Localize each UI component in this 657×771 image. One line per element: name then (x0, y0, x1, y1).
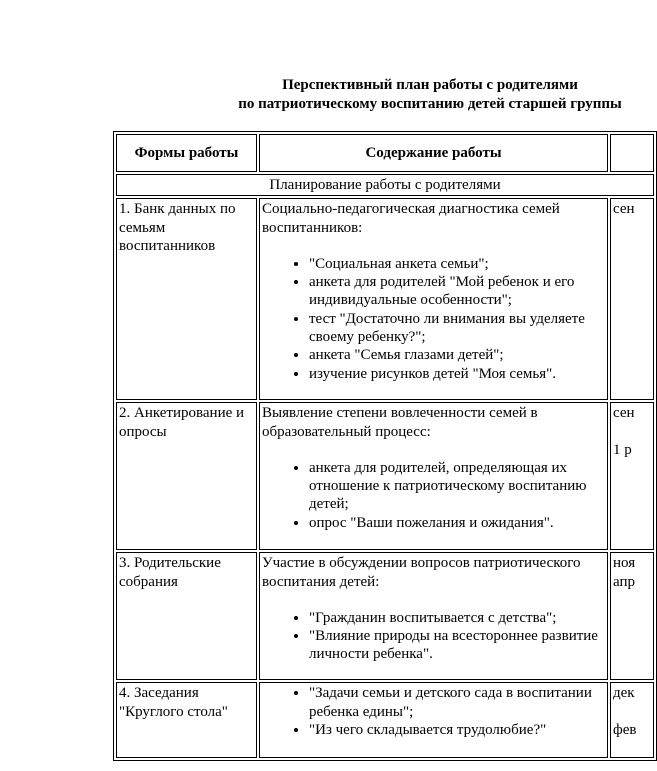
list-item: • анкета "Семья глазами детей"; (309, 346, 605, 364)
content-intro: Участие в обсуждении вопросов патриотического воспитания детей: (262, 555, 581, 590)
section-row (116, 174, 654, 196)
time-text: сен (613, 405, 635, 422)
header-time (610, 134, 654, 172)
form-cell: 1. Банк данных по семьям воспитанников (116, 198, 257, 400)
table-row (116, 682, 654, 758)
header-row (116, 134, 654, 172)
section-title: Планирование работы с родителями (116, 174, 654, 196)
table-row (116, 552, 654, 680)
time-text: ноя (613, 555, 636, 572)
time-text: сен (613, 201, 635, 218)
title-line-1: Перспективный план работы с родителями (282, 77, 578, 93)
time-text: 1 р (613, 441, 632, 458)
content-cell (259, 552, 608, 680)
list-item: • "Социальная анкета семьи"; (309, 255, 605, 273)
plan-table (113, 131, 657, 761)
time-cell (610, 682, 654, 758)
header-forms: Формы работы (116, 134, 257, 172)
content-cell (259, 682, 608, 758)
table-row (116, 198, 654, 400)
document-title (210, 76, 650, 114)
content-intro: Социально-педагогическая диагностика семей воспитанников: (262, 201, 560, 236)
time-text: дек (613, 685, 635, 702)
list-item: • "Задачи семьи и детского сада в воспитании ребенка едины"; (309, 684, 605, 721)
content-list (262, 609, 605, 664)
content-intro: Выявление степени вовлеченности семей в образовательный процесс: (262, 405, 538, 440)
time-cell (610, 198, 654, 400)
time-cell (610, 552, 654, 680)
content-cell (259, 402, 608, 550)
list-item: • "Гражданин воспитывается с детства"; (309, 609, 605, 627)
time-text: фев (613, 721, 637, 738)
content-list (262, 459, 605, 532)
list-item: • "Влияние природы на всестороннее развитие личности ребенка". (309, 627, 605, 664)
time-cell (610, 402, 654, 550)
list-item: • опрос "Ваши пожелания и ожидания". (309, 514, 605, 532)
content-cell (259, 198, 608, 400)
list-item: • изучение рисунков детей "Моя семья". (309, 365, 605, 383)
content-list (262, 255, 605, 383)
header-content: Содержание работы (259, 134, 608, 172)
form-cell: 4. Заседания "Круглого стола" (116, 682, 257, 758)
content-list (262, 684, 605, 739)
list-item: • тест "Достаточно ли внимания вы уделяете своему ребенку?"; (309, 310, 605, 347)
list-item: • анкета для родителей, определяющая их отношение к патриотическому воспитанию детей; (309, 459, 605, 514)
list-item: • анкета для родителей "Мой ребенок и его индивидуальные особенности"; (309, 273, 605, 310)
form-cell: 2. Анкетирование и опросы (116, 402, 257, 550)
table-row (116, 402, 654, 550)
form-cell: 3. Родительские собрания (116, 552, 257, 680)
title-line-2: по патриотическому воспитанию детей старшей группы (238, 96, 622, 112)
list-item: • "Из чего складывается трудолюбие?" (309, 721, 605, 739)
time-text: апр (613, 573, 635, 590)
